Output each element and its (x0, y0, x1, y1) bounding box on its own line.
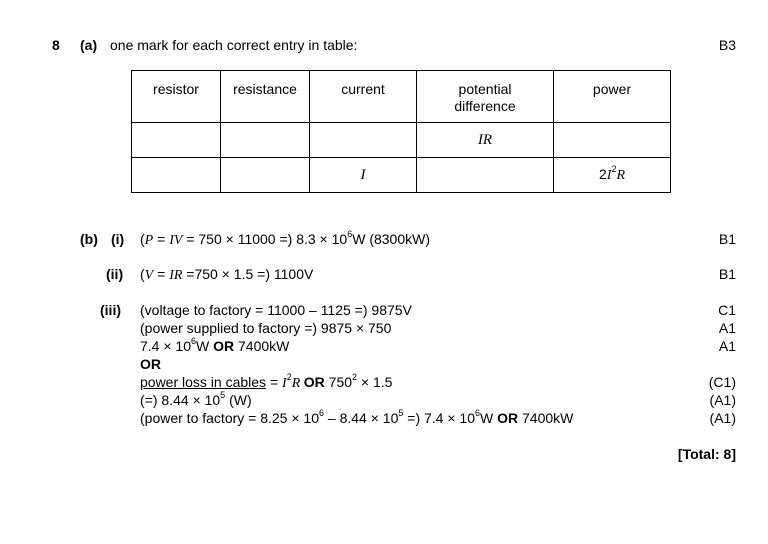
cell-r1-power (554, 123, 671, 158)
cell-r1-current (310, 123, 417, 158)
part-b-iii-line3-mark: A1 (718, 338, 736, 354)
table-header-row (132, 71, 671, 123)
part-b-iii-line3: $7.4 \times 10^6W$ OR 7400kW (140, 336, 290, 354)
part-b-i-label: (i) (111, 231, 125, 247)
cell-r2-potential-difference (417, 158, 554, 193)
cell-r2-resistor (132, 158, 221, 193)
header-pd-line2: difference (454, 98, 516, 114)
header-power: power (554, 71, 671, 123)
part-b-iii-line2: (power supplied to factory =) 9875 × 750 (140, 320, 392, 336)
part-b-iii-line1-mark: C1 (718, 302, 736, 318)
total-marks: [Total: 8] (677, 446, 736, 462)
table-row (132, 158, 671, 193)
part-b-i-mark: B1 (718, 231, 736, 247)
part-a-instruction: one mark for each correct entry in table: (110, 37, 358, 53)
cell-r2-current: I (310, 158, 417, 193)
cell-r1-potential-difference: IR (417, 123, 554, 158)
power-resistance-symbol: R (616, 168, 626, 183)
header-resistance: resistance (221, 71, 310, 123)
part-b-iii-label: (iii) (100, 302, 121, 318)
part-a-mark: B3 (718, 37, 736, 53)
header-current: current (310, 71, 417, 123)
part-b-label: (b) (80, 231, 98, 247)
part-b-iii-line2-mark: A1 (718, 320, 736, 336)
cell-r2-resistance (221, 158, 310, 193)
part-b-iii-line7: (power to factory = $8.25 \times 10^6 - 8.44 \times 10^5$ =) $7.4 \times 10^6W$ OR 7400kW (140, 408, 574, 426)
cell-r1-resistor (132, 123, 221, 158)
header-potential-difference (417, 71, 554, 123)
header-pd-line1: potential (458, 81, 512, 97)
part-b-i-answer: (P = IV = 750 × 11000 =) $8.3 \times 10^6W$ (8300kW) (140, 229, 431, 248)
part-b-ii-answer: (V = IR =750 × 1.5 =) 1100V (140, 266, 314, 283)
part-b-iii-line5: power loss in cables = $I^2R$ OR $750^2 \times 1.5$ (140, 372, 393, 391)
cell-r2-power (554, 158, 671, 193)
part-b-iii-line1: (voltage to factory = 11000 – 1125 =) 9875V (140, 302, 412, 318)
part-a-label: (a) (80, 37, 98, 53)
part-b-iii-or: OR (140, 356, 161, 372)
power-current-symbol: I (606, 168, 612, 183)
part-b-iii-line6: (=) $8.44 \times 10^5$ (W) (140, 390, 252, 408)
cell-r1-resistance (221, 123, 310, 158)
power-coefficient: 2 (598, 166, 607, 182)
header-resistor: resistor (132, 71, 221, 123)
part-b-iii-line6-mark: (A1) (709, 392, 736, 408)
part-b-ii-mark: B1 (718, 266, 736, 282)
question-number: 8 (52, 37, 60, 53)
answer-table (131, 70, 671, 193)
part-b-iii-line5-mark: (C1) (708, 374, 736, 390)
table-row (132, 123, 671, 158)
part-b-iii-line7-mark: (A1) (709, 410, 736, 426)
power-exponent: 2 (611, 164, 617, 175)
part-b-ii-label: (ii) (106, 266, 124, 282)
